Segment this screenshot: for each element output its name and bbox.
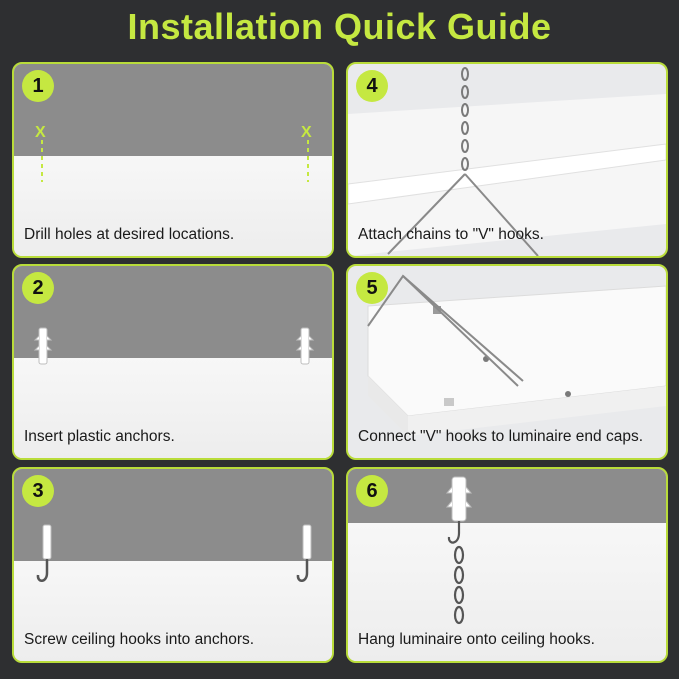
step-2-caption: Insert plastic anchors. <box>24 428 175 445</box>
page-title: Installation Quick Guide <box>127 6 552 47</box>
step-1-caption: Drill holes at desired locations. <box>24 226 235 243</box>
step-5-caption: Connect "V" hooks to luminaire end caps. <box>358 428 643 445</box>
ceiling-hook-icon <box>38 525 51 581</box>
step-2-badge: 2 <box>22 272 54 304</box>
drill-mark-left: X <box>35 124 46 141</box>
step-1-badge: 1 <box>22 70 54 102</box>
step-6-panel <box>346 467 668 663</box>
ceiling-hook-icon <box>298 525 311 581</box>
anchor-icon <box>297 328 313 364</box>
drill-mark-right: X <box>301 124 312 141</box>
anchor-icon <box>447 477 471 521</box>
step-6-badge: 6 <box>356 475 388 507</box>
step-6-caption: Hang luminaire onto ceiling hooks. <box>358 631 595 648</box>
step-3-badge: 3 <box>22 475 54 507</box>
step-3-caption: Screw ceiling hooks into anchors. <box>24 631 255 648</box>
step-4-panel <box>346 62 668 258</box>
anchor-icon <box>35 328 51 364</box>
step-4-caption: Attach chains to "V" hooks. <box>358 226 544 243</box>
step-2-panel <box>12 264 334 460</box>
step-3-panel <box>12 467 334 663</box>
step-4-badge: 4 <box>356 70 388 102</box>
step-5-badge: 5 <box>356 272 388 304</box>
step-5-panel <box>346 264 668 460</box>
step-1-panel <box>12 62 334 258</box>
